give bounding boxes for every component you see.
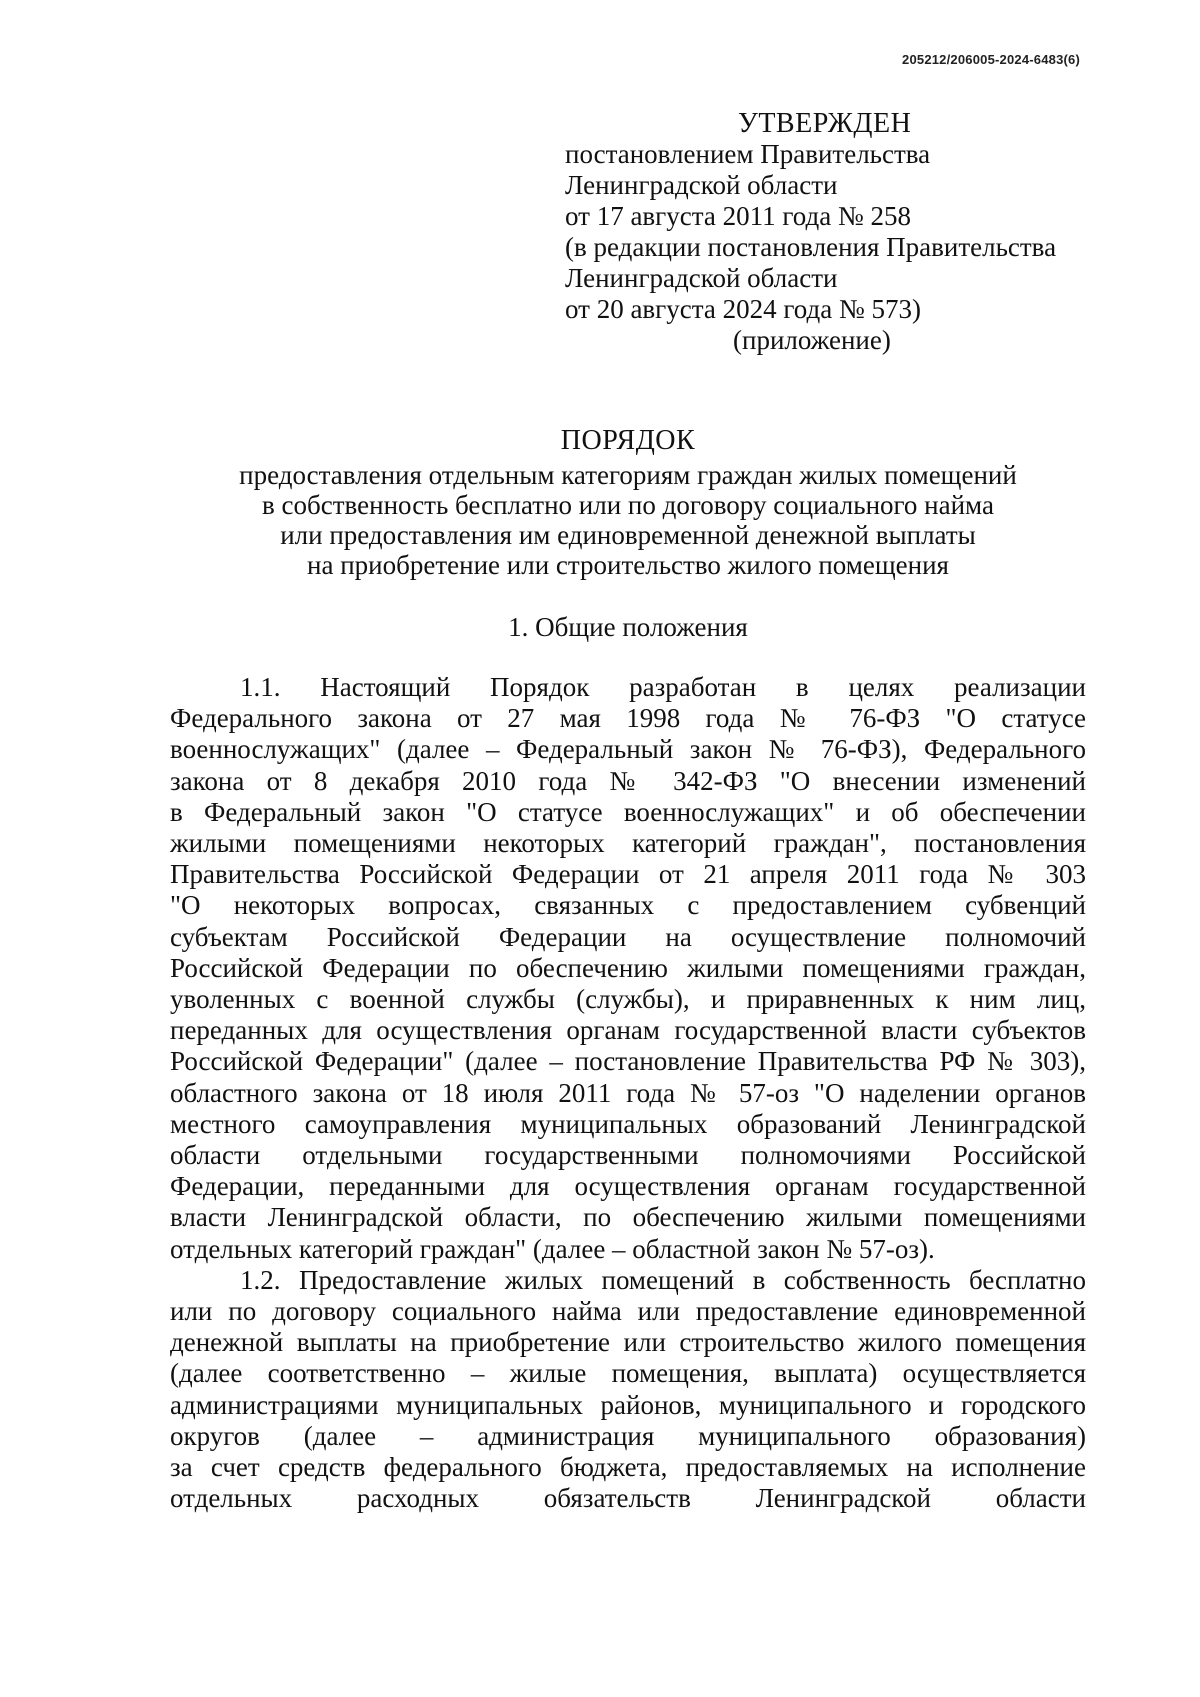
document-registration-number: 205212/206005-2024-6483(6) — [902, 52, 1080, 67]
order-subtitle — [0, 460, 1200, 580]
paragraph-1-line: Российской Федерации" (далее – постановление Правительства РФ № 303), — [170, 1046, 1086, 1077]
paragraph-1-line: местного самоуправления муниципальных образований Ленинградской — [170, 1108, 1086, 1139]
paragraph-2-line: округов (далее – администрация муниципального образования) — [170, 1420, 1086, 1451]
paragraph-1-line: власти Ленинградской области, по обеспечению жилыми помещениями — [170, 1202, 1086, 1233]
subtitle-line: или предоставления им единовременной денежной выплаты — [280, 520, 976, 550]
paragraph-1-line: уволенных с военной службы (службы), и приравненных к ним лиц, — [170, 984, 1086, 1015]
paragraph-1-line: жилыми помещениями некоторых категорий граждан", постановления — [170, 828, 1086, 859]
paragraph-2-line: за счет средств федерального бюджета, предоставляемых на исполнение — [170, 1452, 1086, 1483]
paragraph-1-line: военнослужащих" (далее – Федеральный закон № 76-ФЗ), Федерального — [170, 734, 1086, 765]
approval-line: (в редакции постановления Правительства — [565, 232, 1057, 262]
paragraph-1-line: областного закона от 18 июля 2011 года № 57-оз "О наделении органов — [170, 1077, 1086, 1108]
approval-appendix: (приложение) — [733, 325, 891, 355]
paragraph-2-line: администрациями муниципальных районов, муниципального и городского — [170, 1389, 1086, 1420]
paragraph-2-line: (далее соответственно – жилые помещения, выплата) осуществляется — [170, 1358, 1086, 1389]
approval-line: Ленинградской области — [565, 263, 838, 293]
approval-stamp-block — [565, 108, 1125, 356]
approval-line: от 20 августа 2024 года № 573) — [565, 294, 921, 324]
paragraph-1-line: Федерации, переданными для осуществления органам государственной — [170, 1171, 1086, 1202]
approval-line: Ленинградской области — [565, 170, 838, 200]
section-heading: 1. Общие положения — [508, 612, 748, 642]
paragraph-2-line: отдельных расходных обязательств Ленинградской области — [170, 1483, 1086, 1514]
subtitle-line: в собственность бесплатно или по договору социального найма — [262, 490, 994, 520]
subtitle-line: предоставления отдельным категориям граждан жилых помещений — [239, 460, 1017, 490]
paragraph-1-line: переданных для осуществления органам государственной власти субъектов — [170, 1015, 1086, 1046]
paragraph-2-line: 1.2. Предоставление жилых помещений в собственность бесплатно — [240, 1264, 1086, 1295]
approval-line: от 17 августа 2011 года № 258 — [565, 201, 911, 231]
paragraph-2-line: денежной выплаты на приобретение или строительство жилого помещения — [170, 1327, 1086, 1358]
paragraph-1-line: отдельных категорий граждан" (далее – областной закон № 57-оз). — [170, 1233, 935, 1264]
approval-line: постановлением Правительства — [565, 139, 931, 169]
approval-title: УТВЕРЖДЕН — [738, 108, 912, 139]
paragraph-1-line: 1.1. Настоящий Порядок разработан в целях реализации — [240, 672, 1086, 702]
paragraph-2-line: или по договору социального найма или предоставление единовременной — [170, 1296, 1086, 1327]
paragraph-1-line: Российской Федерации по обеспечению жилыми помещениями граждан, — [170, 952, 1086, 983]
paragraph-1-line: в Федеральный закон "О статусе военнослужащих" и об обеспечении — [170, 796, 1086, 827]
paragraph-1-line: субъектам Российской Федерации на осуществление полномочий — [170, 921, 1086, 952]
order-title: ПОРЯДОК — [560, 425, 696, 456]
paragraph-1-line: закона от 8 декабря 2010 года № 342-ФЗ "О внесении изменений — [170, 765, 1086, 796]
subtitle-line: на приобретение или строительство жилого помещения — [307, 550, 949, 580]
document-body — [170, 672, 1086, 1514]
paragraph-1-line: Правительства Российской Федерации от 21 апреля 2011 года № 303 — [170, 859, 1086, 890]
paragraph-1-line: области отдельными государственными полномочиями Российской — [170, 1140, 1086, 1171]
paragraph-1-line: "О некоторых вопросах, связанных с предоставлением субвенций — [170, 890, 1086, 921]
paragraph-1-line: Федерального закона от 27 мая 1998 года № 76-ФЗ "О статусе — [170, 703, 1086, 734]
